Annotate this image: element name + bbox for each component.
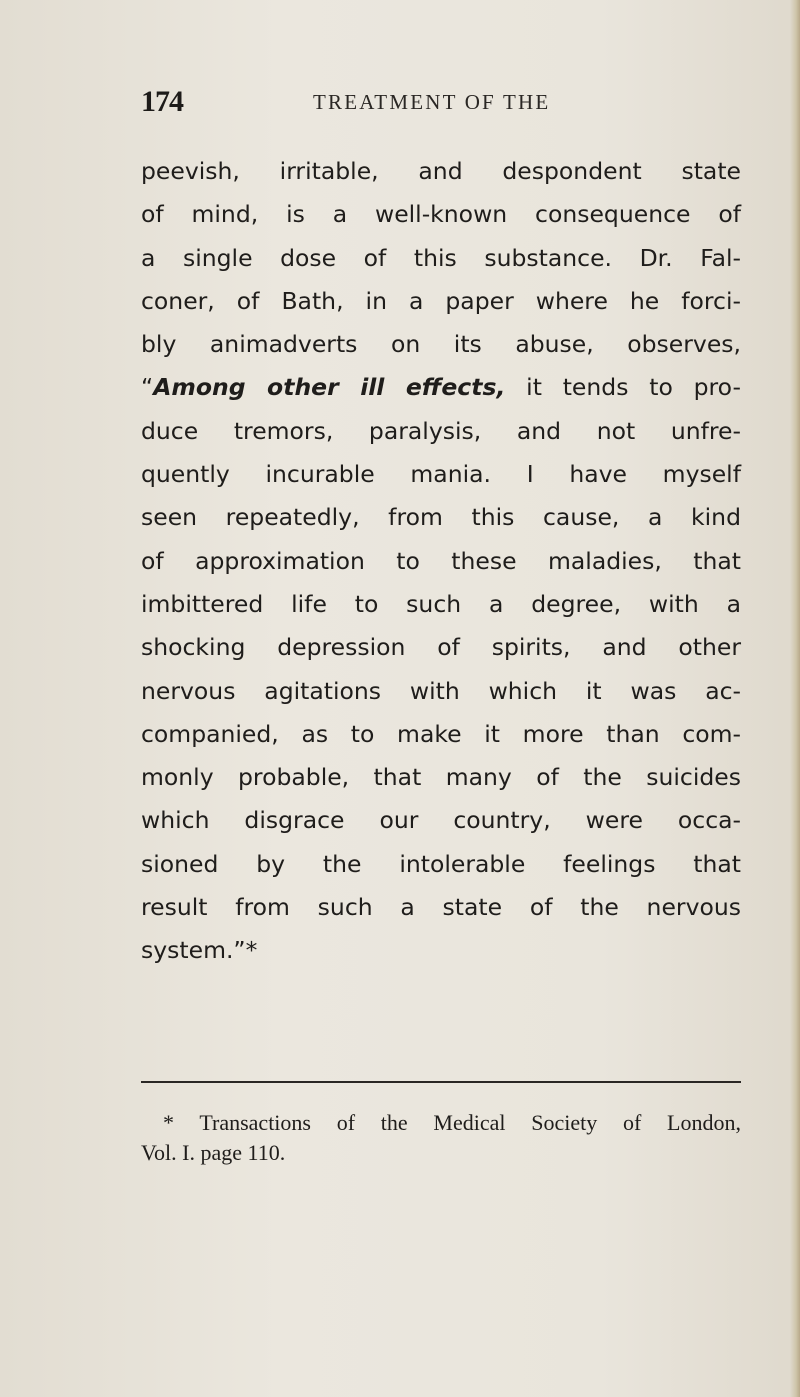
footnote-rule (141, 1081, 741, 1083)
page-header (141, 82, 761, 122)
text-line-quote-start (141, 366, 741, 409)
footnote (141, 1108, 741, 1168)
text-line: a single dose of this substance. Dr. Fal- (141, 243, 741, 272)
text-line: bly animadverts on its abuse, observes, (141, 330, 741, 359)
text-line: seen repeatedly, from this cause, a kind (141, 503, 741, 532)
text-line-last: system.”* (141, 936, 258, 965)
text-line: companied, as to make it more than com- (141, 719, 741, 748)
footnote-line: Vol. I. page 110. (141, 1140, 286, 1165)
text-line: shocking depression of spirits, and other (141, 633, 741, 662)
text-line: quently incurable mania. I have myself (141, 460, 741, 489)
text-line: sioned by the intolerable feelings that (141, 849, 741, 878)
text-line: of mind, is a well-known consequence of (141, 200, 741, 229)
footnote-line: * Transactions of the Medical Society of London, (163, 1110, 741, 1135)
page-edge-shadow (790, 0, 800, 1397)
italic-phrase: Among other ill effects, (153, 373, 506, 402)
open-quote: “ (141, 373, 154, 402)
text-line: monly probable, that many of the suicides (141, 763, 741, 792)
body-text (141, 150, 741, 973)
text-line: imbittered life to such a degree, with a (141, 589, 741, 618)
running-head: TREATMENT OF THE (313, 90, 551, 114)
text-line: duce tremors, paralysis, and not unfre- (141, 416, 741, 445)
text-line: result from such a state of the nervous (141, 893, 741, 922)
text-line: coner, of Bath, in a paper where he forci- (141, 286, 741, 315)
page-number: 174 (141, 85, 183, 118)
text-line: of approximation to these maladies, that (141, 546, 741, 575)
text-line: which disgrace our country, were occa- (141, 806, 741, 835)
text-line-rest: it tends to pro- (505, 373, 741, 402)
text-line: nervous agitations with which it was ac- (141, 676, 741, 705)
text-line: peevish, irritable, and despondent state (141, 157, 741, 185)
